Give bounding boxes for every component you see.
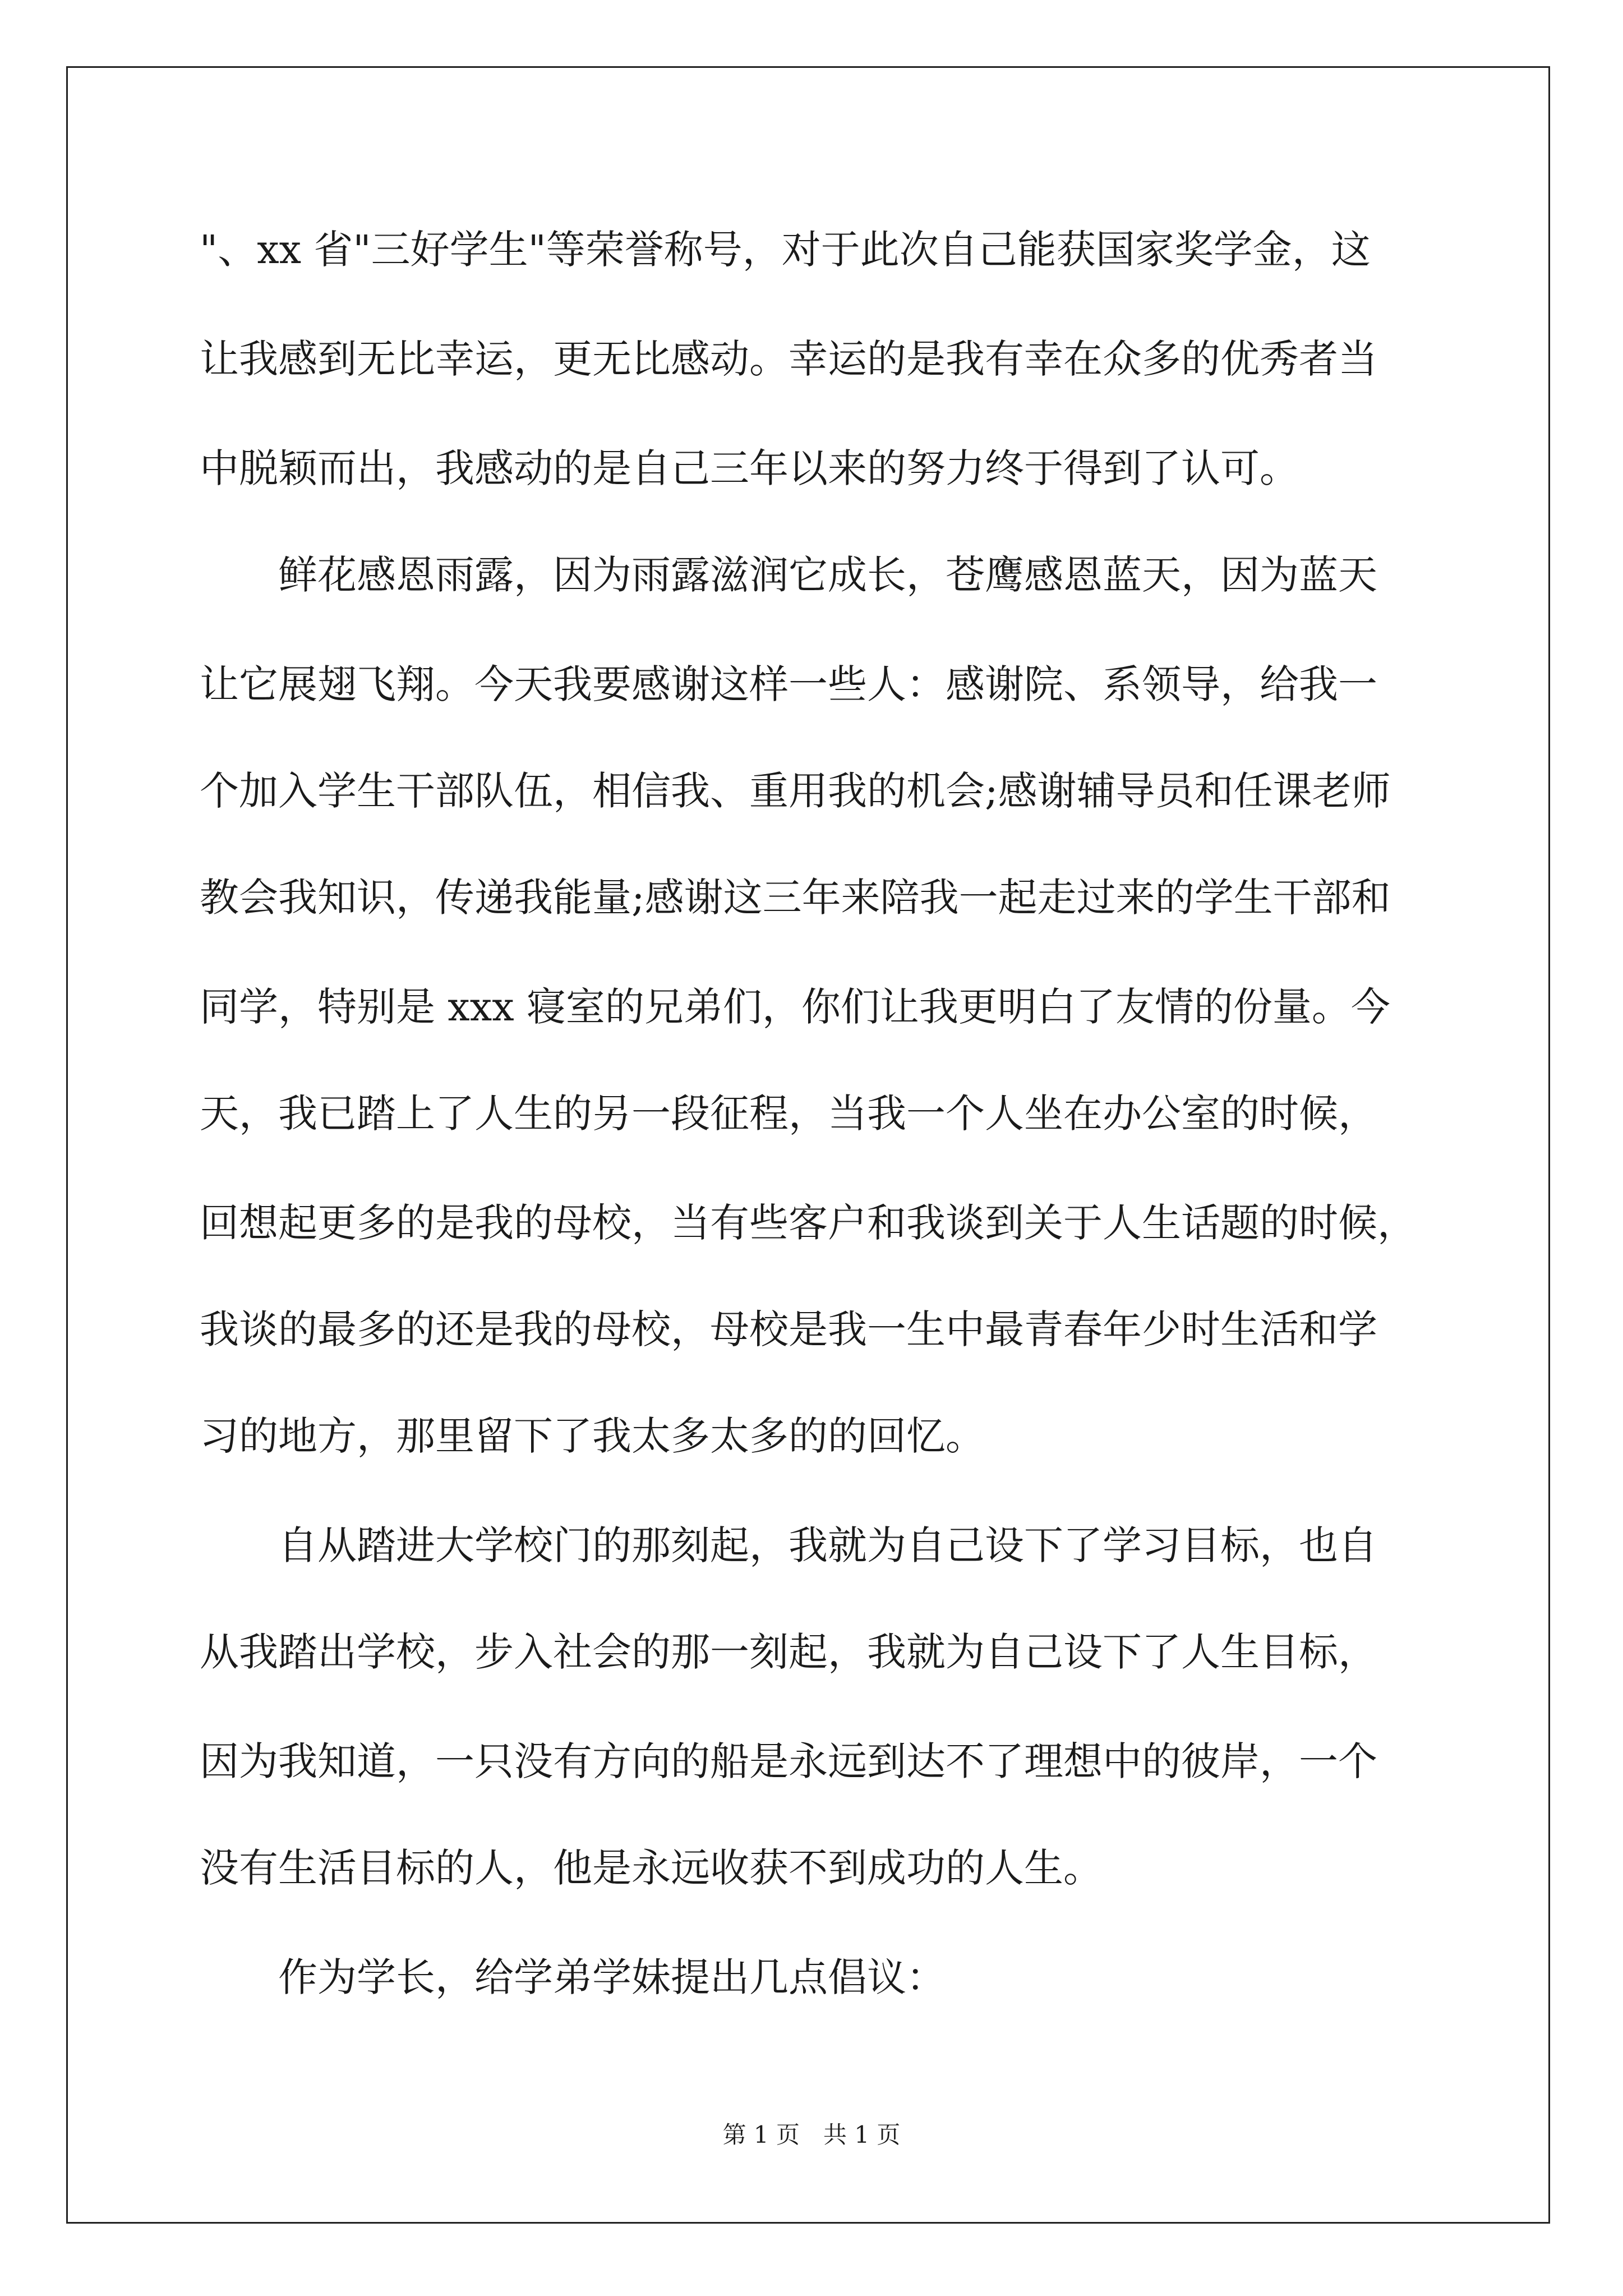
page-border <box>66 66 1550 2224</box>
text-line: 我谈的最多的还是我的母校，母校是我一生中最青春年少时生活和学 <box>200 1306 1377 1352</box>
text-line: 自从踏进大学校门的那刻起，我就为自己设下了学习目标，也自 <box>278 1522 1377 1568</box>
page-number: 第 1 页 共 1 页 <box>722 2121 901 2148</box>
text-line: 鲜花感恩雨露，因为雨露滋润它成长，苍鹰感恩蓝天，因为蓝天 <box>278 552 1377 598</box>
text-line: 没有生活目标的人，他是永远收获不到成功的人生。 <box>200 1845 1103 1891</box>
text-line: 让它展翅飞翔。今天我要感谢这样一些人：感谢院、系领导，给我一 <box>200 661 1377 707</box>
text-line: "、xx 省"三好学生"等荣誉称号，对于此次自己能获国家奖学金，这 <box>200 227 1371 273</box>
text-line: 教会我知识，传递我能量;感谢这三年来陪我一起走过来的学生干部和 <box>200 875 1391 921</box>
text-line: 中脱颖而出，我感动的是自己三年以来的努力终于得到了认可。 <box>200 445 1299 491</box>
text-line: 让我感到无比幸运，更无比感动。幸运的是我有幸在众多的优秀者当 <box>200 336 1377 382</box>
text-line: 习的地方，那里留下了我太多太多的的回忆。 <box>200 1413 985 1459</box>
text-line: 回想起更多的是我的母校，当有些客户和我谈到关于人生话题的时候， <box>200 1200 1417 1246</box>
text-line: 从我踏出学校，步入社会的那一刻起，我就为自己设下了人生目标， <box>200 1629 1377 1675</box>
text-line: 作为学长，给学弟学妹提出几点倡议： <box>278 1954 946 2000</box>
text-line: 个加入学生干部队伍，相信我、重用我的机会;感谢辅导员和任课老师 <box>200 768 1391 814</box>
text-line: 天，我已踏上了人生的另一段征程，当我一个人坐在办公室的时候， <box>200 1091 1377 1137</box>
text-line: 因为我知道，一只没有方向的船是永远到达不了理想中的彼岸，一个 <box>200 1738 1377 1784</box>
text-line: 同学，特别是 xxx 寝室的兄弟们，你们让我更明白了友情的份量。今 <box>200 984 1390 1030</box>
